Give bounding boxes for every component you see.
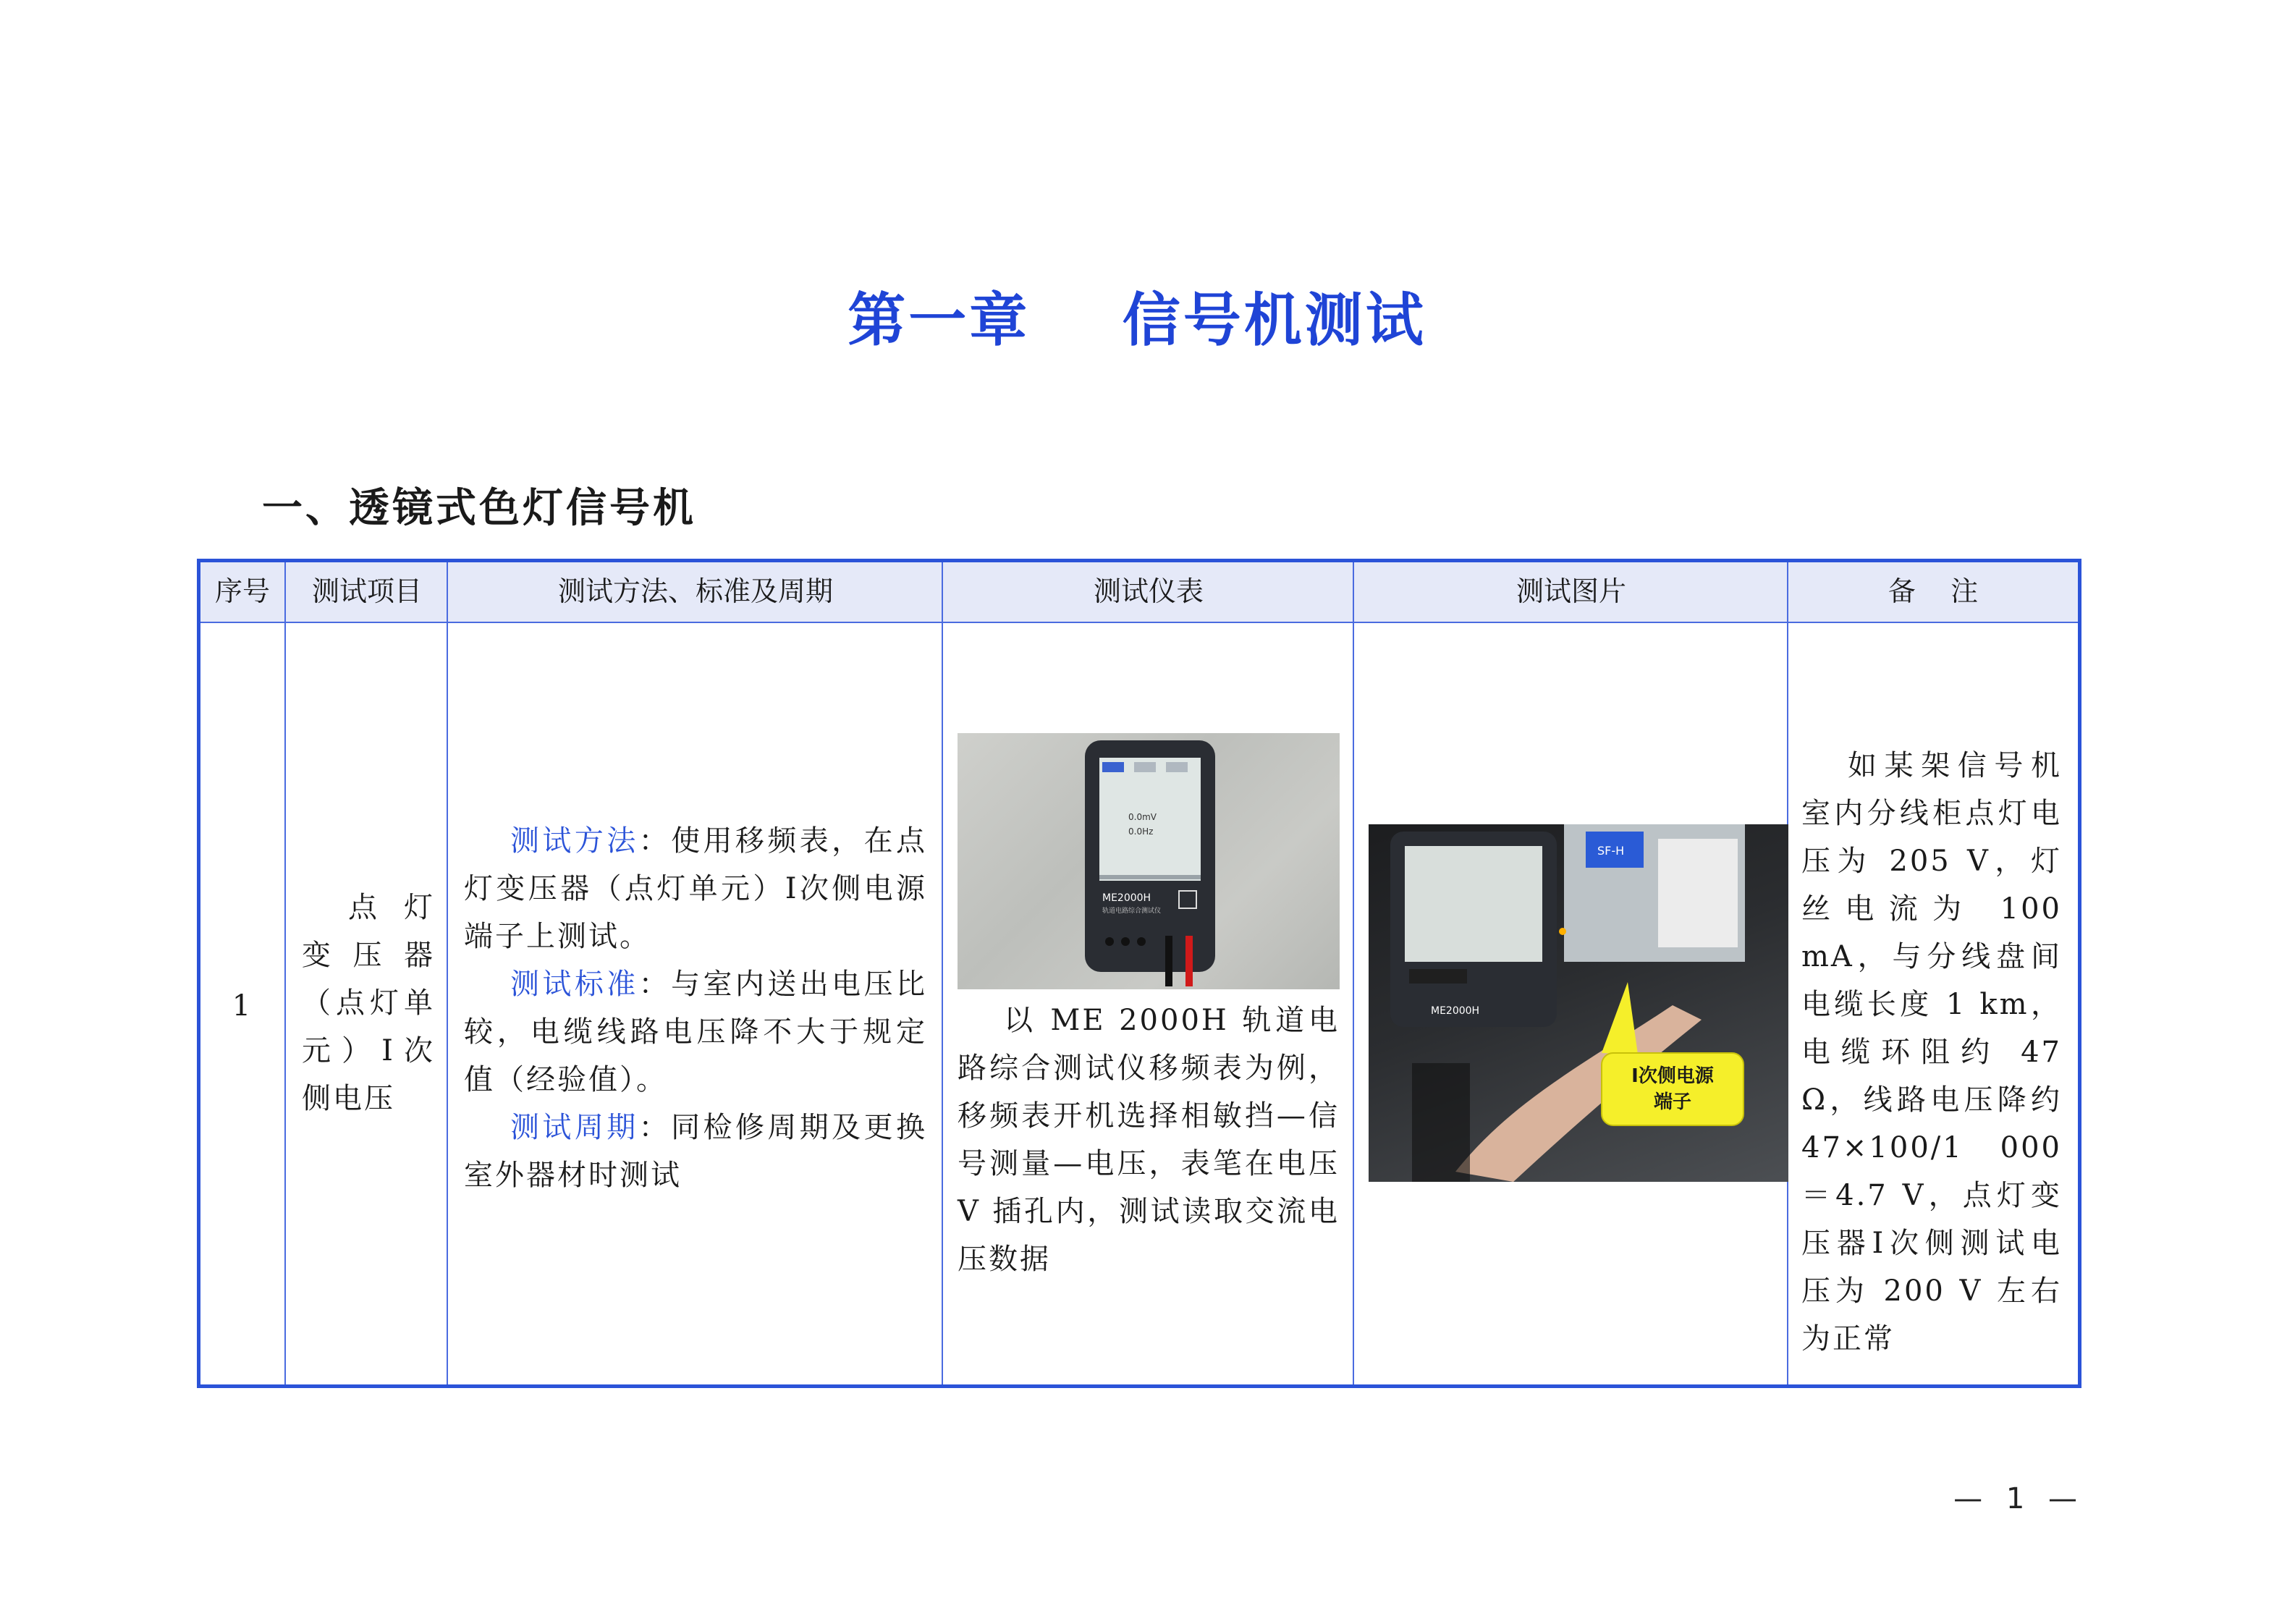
meter-model-label: ME2000H	[1102, 892, 1151, 904]
test-table	[197, 559, 2081, 1388]
callout-line-1: Ⅰ次侧电源	[1631, 1065, 1714, 1087]
header-index: 序号	[214, 575, 270, 607]
instrument-text: 以 ME 2000H 轨道电路综合测试仪移频表为例，移频表开机选择相敏挡—信号测量—电压，表笔在电压 V 插孔内，测试读取交流电压数据	[958, 1004, 1340, 1276]
header-item: 测试项目	[311, 575, 422, 607]
header-remark: 备 注	[1888, 575, 1979, 607]
period-paragraph	[464, 1104, 927, 1199]
meter-screen-reading-1: 0.0mV	[1128, 812, 1157, 822]
method-cell	[464, 817, 927, 1199]
header-instrument: 测试仪表	[1093, 575, 1204, 607]
section-title: 一、透镜式色灯信号机	[262, 485, 696, 532]
header-method: 测试方法、标准及周期	[557, 575, 833, 607]
remark-cell	[1801, 742, 2062, 1363]
column-divider	[1353, 562, 1354, 1384]
instrument-photo	[958, 733, 1340, 989]
test-item	[302, 884, 435, 1122]
row-index: 1	[232, 989, 253, 1023]
meter-screen-reading-2: 0.0Hz	[1128, 826, 1154, 837]
remark-text: 如某架信号机室内分线柜点灯电压为 205 V，灯丝电流为 100 mA，与分线盘间电缆长度 1 km，电缆环阻约 47 Ω，线路电压降约 47×100/1 000＝4.7 V，点灯变压器Ⅰ次侧测试电压为 200 V 左右为正常	[1801, 749, 2062, 1356]
column-divider	[284, 562, 286, 1384]
callout-bubble	[1602, 982, 1743, 1125]
page-number: — 1 —	[1953, 1482, 2084, 1515]
instrument-cell	[958, 997, 1340, 1283]
standard-label: 测试标准	[510, 968, 639, 1001]
column-divider	[942, 562, 943, 1384]
header-photo: 测试图片	[1516, 575, 1626, 607]
method-label: 测试方法	[510, 824, 639, 858]
photo-meter-model: ME2000H	[1431, 1005, 1480, 1017]
table-header-row	[200, 562, 2078, 623]
column-divider	[447, 562, 448, 1384]
callout-line-2: 端子	[1653, 1091, 1692, 1113]
standard-text: ：与室内送出电压比较，电缆线路电压降不大于规定值（经验值）。	[464, 968, 928, 1096]
method-paragraph	[464, 817, 927, 960]
test-item-text: 点灯变压器（点灯单元）Ⅰ次侧电压	[302, 891, 435, 1115]
device-label: SF-H	[1597, 844, 1625, 858]
period-text: ：同检修周期及更换室外器材时测试	[464, 1111, 928, 1192]
test-photo	[1369, 824, 1788, 1182]
period-label: 测试周期	[510, 1111, 639, 1144]
standard-paragraph	[464, 960, 927, 1104]
method-text: ：使用移频表，在点灯变压器（点灯单元）Ⅰ次侧电源端子上测试。	[464, 824, 928, 953]
chapter-title: 第一章 信号机测试	[848, 286, 1426, 354]
meter-sublabel: 轨道电路综合测试仪	[1102, 908, 1162, 915]
